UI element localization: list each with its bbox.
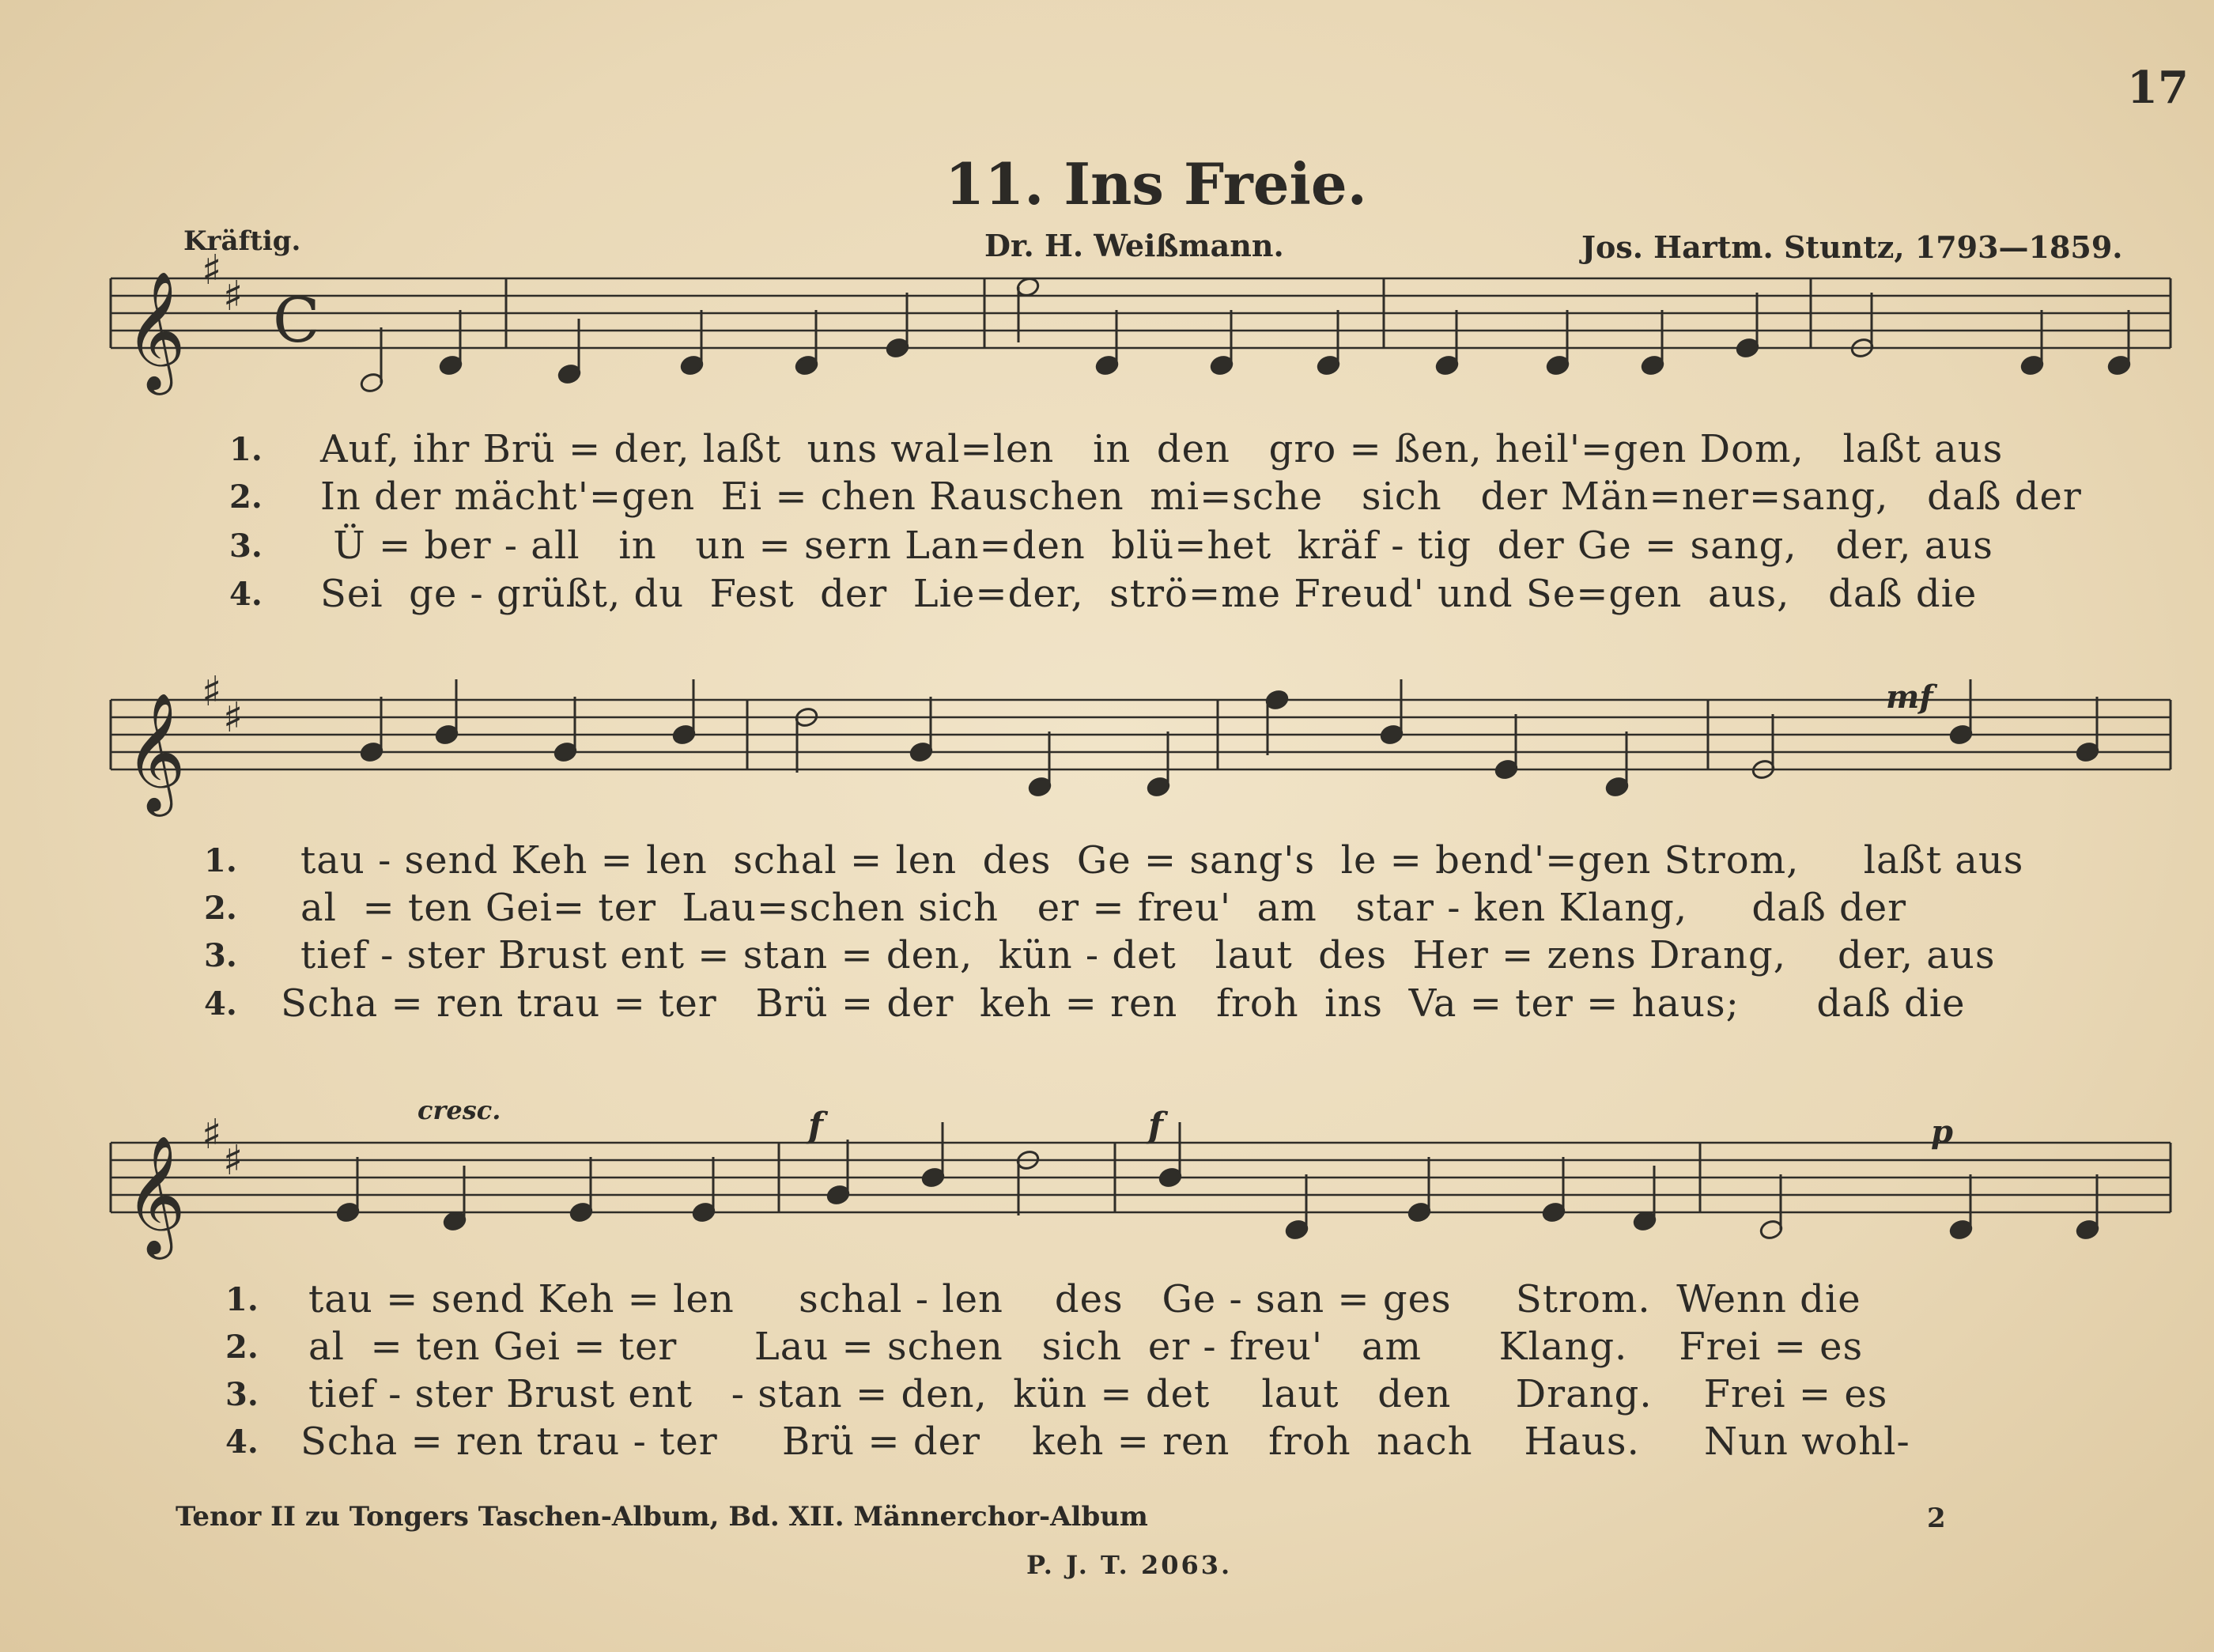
lyric-line: tief - ster Brust ent = stan = den, kün - det laut des Her = zens Drang, der, aus — [300, 933, 1996, 977]
staff-system-3 — [111, 1111, 2171, 1260]
composer: Jos. Hartm. Stuntz, 1793—1859. — [1581, 229, 2123, 265]
sharp-icon: ♯ — [223, 694, 244, 742]
sharp-icon: ♯ — [223, 273, 244, 320]
verse-number: 3. — [204, 937, 237, 974]
treble-clef-icon: 𝄞 — [125, 1134, 186, 1254]
verse-number: 1. — [229, 431, 263, 468]
lyricist: Dr. H. Weißmann. — [984, 228, 1284, 263]
lyric-line: Scha = ren trau - ter Brü = der keh = ren froh nach Haus. Nun wohl- — [300, 1420, 1910, 1464]
lyric-line: Scha = ren trau = ter Brü = der keh = ren froh ins Va = ter = haus; daß die — [281, 981, 1966, 1026]
lyric-line: Auf, ihr Brü = der, laßt uns wal=len in den gro = ßen, heil'=gen Dom, laßt aus — [320, 427, 2004, 471]
page-number: 17 — [2127, 62, 2189, 114]
dynamic-piano: p — [1931, 1113, 1953, 1151]
plate-number: P. J. T. 2063. — [1026, 1550, 1233, 1580]
sharp-icon: ♯ — [202, 247, 222, 294]
sharp-icon: ♯ — [202, 1111, 222, 1159]
dynamic-mf: mf — [1886, 679, 1933, 716]
lyric-line: Sei ge - grüßt, du Fest der Lie=der, strö=me Freud' und Se=gen aus, daß die — [320, 572, 1978, 616]
verse-number: 4. — [225, 1423, 259, 1461]
dynamic-forte-1: f — [808, 1106, 823, 1146]
lyric-line: tau = send Keh = len schal - len des Ge - san = ges Strom. Wenn die — [308, 1277, 1861, 1321]
treble-clef-icon: 𝄞 — [125, 270, 186, 390]
lyric-line: al = ten Gei= ter Lau=schen sich er = freu' am star - ken Klang, daß der — [300, 886, 1907, 930]
song-title: 11. Ins Freie. — [945, 150, 1367, 217]
tempo-marking: Kräftig. — [183, 225, 301, 257]
dynamic-forte-2: f — [1148, 1106, 1163, 1146]
verse-number: 3. — [225, 1376, 259, 1413]
verse-number: 1. — [225, 1281, 259, 1318]
lyric-line: tief - ster Brust ent - stan = den, kün = det laut den Drang. Frei = es — [308, 1372, 1888, 1416]
lyric-line: In der mächt'=gen Ei = chen Rauschen mi=sche sich der Män=ner=sang, daß der — [320, 474, 2082, 519]
lyric-line: tau - send Keh = len schal = len des Ge = sang's le = bend'=gen Strom, laßt aus — [300, 838, 2024, 883]
verse-number: 4. — [229, 576, 263, 613]
dynamic-cresc: cresc. — [417, 1095, 501, 1125]
sharp-icon: ♯ — [223, 1137, 244, 1185]
sharp-icon: ♯ — [202, 668, 222, 716]
verse-number: 4. — [204, 985, 237, 1023]
common-time-icon: C — [273, 285, 320, 357]
verse-number: 1. — [204, 842, 237, 879]
lyric-line: Ü = ber - all in un = sern Lan=den blü=het kräf - tig der Ge = sang, der, aus — [320, 524, 1993, 568]
footer-edition: Tenor II zu Tongers Taschen-Album, Bd. XII. Männerchor-Album — [176, 1501, 1148, 1533]
staff-system-2 — [111, 668, 2171, 817]
staff-system-1 — [111, 247, 2171, 395]
lyric-line: al = ten Gei = ter Lau = schen sich er - freu' am Klang. Frei = es — [308, 1325, 1864, 1369]
verse-number: 2. — [225, 1329, 259, 1366]
verse-number: 2. — [204, 890, 237, 927]
verse-number: 3. — [229, 527, 263, 565]
verse-number: 2. — [229, 478, 263, 516]
treble-clef-icon: 𝄞 — [125, 691, 186, 811]
footer-page-ref: 2 — [1927, 1503, 1946, 1534]
